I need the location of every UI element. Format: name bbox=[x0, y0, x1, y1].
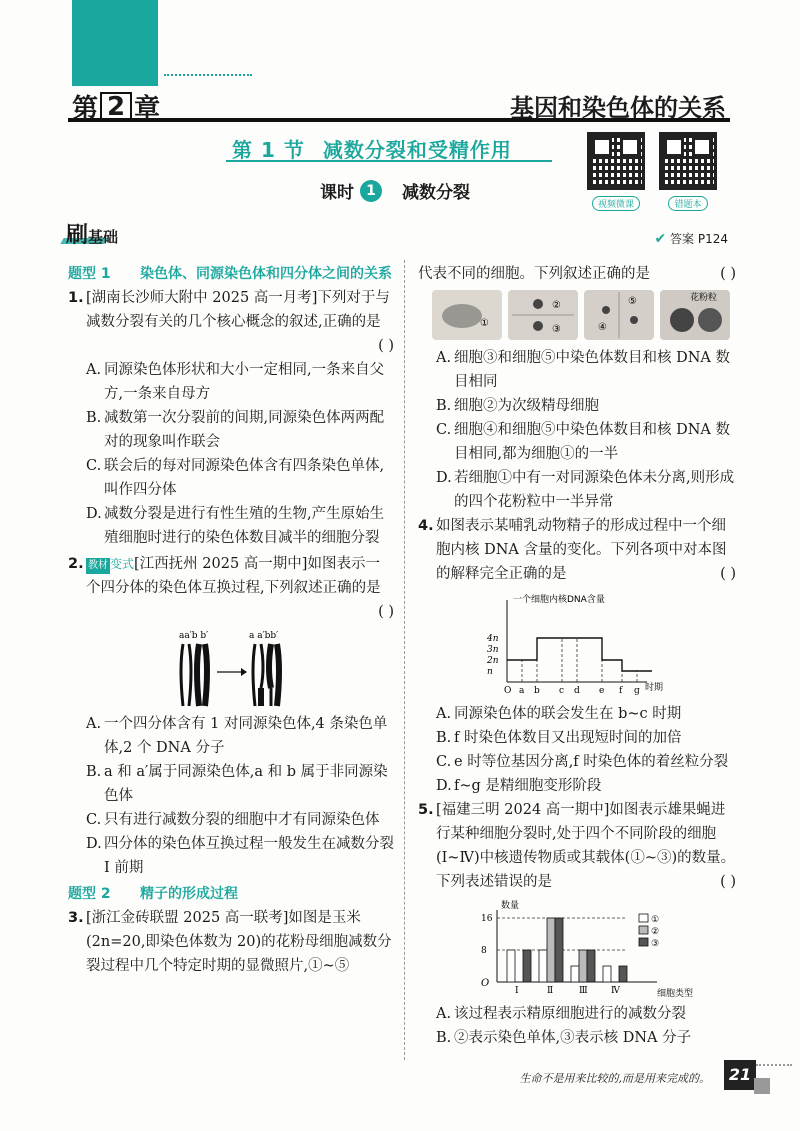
option-text: ②表示染色单体,③表示核 DNA 分子 bbox=[454, 1030, 692, 1046]
chapter-header bbox=[68, 88, 730, 122]
textbook-badge: 教材 bbox=[86, 558, 110, 574]
type-1-label: 题型 1 bbox=[68, 266, 111, 282]
option-text: 减数分裂是进行有性生殖的生物,产生原始生殖细胞时进行的染色体数目减半的细胞分裂 bbox=[104, 506, 385, 546]
option-letter: D. bbox=[436, 778, 452, 794]
chromosome-pair-after bbox=[253, 644, 279, 706]
micrograph-row bbox=[432, 290, 736, 340]
option-text: 该过程表示精原细胞进行的减数分裂 bbox=[454, 1006, 686, 1022]
bar bbox=[571, 966, 579, 982]
lesson-title bbox=[320, 178, 470, 203]
y-tick-label: 8 bbox=[481, 946, 487, 956]
question-number: 4. bbox=[418, 518, 434, 534]
bar bbox=[579, 950, 587, 982]
option-d bbox=[418, 774, 736, 798]
question-number: 3. bbox=[68, 910, 84, 926]
bar bbox=[539, 950, 547, 982]
type-1-text: 染色体、同源染色体和四分体之间的关系 bbox=[140, 266, 392, 282]
header-dots bbox=[164, 74, 252, 76]
option-letter: A. bbox=[86, 716, 102, 732]
x-tick-label: e bbox=[599, 686, 605, 696]
option-text: 细胞④和细胞⑤中染色体数目和核 DNA 数目相同,都为细胞①的一半 bbox=[454, 422, 731, 462]
photo-label: ② bbox=[552, 300, 561, 311]
bar bbox=[555, 918, 563, 982]
option-letter: D. bbox=[86, 506, 102, 522]
qr-video-label: 视频微课 bbox=[592, 196, 640, 211]
answer-reference bbox=[654, 230, 728, 247]
category-label: Ⅳ bbox=[611, 986, 620, 996]
y-tick-label: 3n bbox=[487, 645, 499, 655]
photo-label: ⑤ bbox=[628, 296, 637, 307]
answer-blank: ( ) bbox=[720, 566, 736, 582]
option-b bbox=[68, 760, 394, 808]
photo-label: ③ bbox=[552, 324, 561, 335]
type-2-title bbox=[68, 882, 394, 906]
type-1-title bbox=[68, 262, 394, 286]
legend-label: ③ bbox=[651, 939, 660, 949]
x-tick-label: c bbox=[559, 686, 565, 696]
lesson-prefix: 课时 bbox=[320, 183, 354, 203]
qr-code-icon bbox=[659, 132, 717, 190]
practice-big: 刷 bbox=[66, 223, 89, 248]
origin-label: O bbox=[481, 978, 490, 989]
option-text: 同源染色体的联会发生在 b~c 时期 bbox=[454, 706, 682, 722]
option-letter: B. bbox=[436, 398, 452, 414]
right-column bbox=[418, 262, 736, 1050]
micrograph-4-5 bbox=[584, 290, 654, 340]
option-c bbox=[418, 750, 736, 774]
bar bbox=[547, 918, 555, 982]
option-text: 细胞②为次级精母细胞 bbox=[454, 398, 599, 414]
option-a bbox=[68, 712, 394, 760]
photo-label: ④ bbox=[598, 322, 607, 333]
option-text: 同源染色体形状和大小一定相同,一条来自父方,一条来自母方 bbox=[104, 362, 385, 402]
category-label: Ⅲ bbox=[579, 986, 588, 996]
category-label: Ⅱ bbox=[547, 986, 554, 996]
option-a bbox=[418, 1002, 736, 1026]
question-number: 2. bbox=[68, 556, 84, 572]
footer-dots bbox=[756, 1064, 792, 1066]
type-2-text: 精子的形成过程 bbox=[140, 886, 238, 902]
option-letter: C. bbox=[436, 422, 452, 438]
question-number: 1. bbox=[68, 290, 84, 306]
section-name: 减数分裂和受精作用 bbox=[322, 138, 512, 162]
legend-label: ① bbox=[651, 915, 660, 925]
bar bbox=[507, 950, 515, 982]
chapter-suffix: 章 bbox=[134, 94, 161, 124]
qr-mistakes[interactable] bbox=[656, 132, 720, 211]
option-letter: B. bbox=[86, 764, 102, 780]
bar bbox=[587, 950, 595, 982]
option-b bbox=[418, 1026, 736, 1050]
option-c bbox=[68, 454, 394, 502]
question-3 bbox=[68, 906, 394, 978]
section-underline bbox=[226, 160, 552, 162]
footer-motto: 生命不是用来比较的,而是用来完成的。 bbox=[519, 1072, 710, 1085]
question-text: [福建三明 2024 高一期中]如图表示雄果蝇进行某种细胞分裂时,处于四个不同阶段的细胞(Ⅰ~Ⅳ)中核遗传物质或其载体(①~③)的数量。下列表述错误的是 bbox=[436, 802, 736, 890]
chromosome-pair-before bbox=[181, 644, 207, 706]
question-text: [江西抚州 2025 高一期中]如图表示一个四分体的染色体互换过程,下列叙述正确的是 bbox=[86, 556, 381, 596]
question-number: 5. bbox=[418, 802, 434, 818]
option-c bbox=[68, 808, 394, 832]
option-letter: B. bbox=[436, 730, 452, 746]
crossover-figure bbox=[161, 628, 301, 708]
question-2 bbox=[68, 552, 394, 624]
option-text: 四分体的染色体互换过程一般发生在减数分裂 Ⅰ 前期 bbox=[104, 836, 394, 876]
option-letter: C. bbox=[86, 458, 102, 474]
option-letter: C. bbox=[86, 812, 102, 828]
option-c bbox=[418, 418, 736, 466]
option-text: a 和 a′属于同源染色体,a 和 b 属于非同源染色体 bbox=[104, 764, 388, 804]
qr-video[interactable] bbox=[584, 132, 648, 211]
y-tick-label: 4n bbox=[487, 634, 499, 644]
practice-label bbox=[66, 218, 118, 249]
question-text: 如图表示某哺乳动物精子的形成过程中一个细胞内核 DNA 含量的变化。下列各项中对本图的解释完全正确的是 bbox=[436, 518, 727, 582]
chart-ylabel: 数量 bbox=[501, 901, 520, 911]
option-letter: A. bbox=[436, 350, 452, 366]
y-tick-label: n bbox=[487, 667, 493, 677]
x-tick-label: b bbox=[534, 686, 540, 696]
question-4 bbox=[418, 514, 736, 586]
option-letter: A. bbox=[436, 1006, 452, 1022]
y-tick-label: 2n bbox=[487, 656, 499, 666]
x-tick-label: O bbox=[504, 686, 512, 696]
chapter-prefix: 第 bbox=[72, 94, 99, 124]
option-letter: C. bbox=[436, 754, 452, 770]
type-2-label: 题型 2 bbox=[68, 886, 111, 902]
section-title bbox=[232, 134, 512, 163]
qr-mistakes-label: 错题本 bbox=[668, 196, 707, 211]
answer-blank: ( ) bbox=[378, 338, 394, 354]
photo-label: ① bbox=[480, 318, 489, 329]
section-label: 第 1 节 bbox=[232, 138, 305, 162]
option-letter: B. bbox=[86, 410, 102, 426]
bar bbox=[619, 966, 627, 982]
option-text: f 时染色体数目又出现短时间的加倍 bbox=[454, 730, 682, 746]
x-tick-label: d bbox=[574, 686, 580, 696]
legend-swatch bbox=[639, 938, 648, 946]
legend-swatch bbox=[639, 914, 648, 922]
cell-type-bar-chart bbox=[467, 898, 694, 999]
option-d bbox=[68, 502, 394, 550]
option-text: e 时等位基因分离,f 时染色体的着丝粒分裂 bbox=[454, 754, 729, 770]
legend-label: ② bbox=[651, 927, 660, 937]
option-text: 只有进行减数分裂的细胞中才有同源染色体 bbox=[104, 812, 380, 828]
header-decoration bbox=[72, 0, 158, 86]
option-text: 联会后的每对同源染色体含有四条染色单体,叫作四分体 bbox=[104, 458, 385, 498]
option-text: 一个四分体含有 1 对同源染色体,4 条染色单体,2 个 DNA 分子 bbox=[104, 716, 388, 756]
x-tick-label: f bbox=[619, 686, 623, 696]
lesson-name: 减数分裂 bbox=[402, 183, 470, 203]
option-letter: D. bbox=[436, 470, 452, 486]
bar bbox=[523, 950, 531, 982]
chart-xlabel: 细胞类型 bbox=[657, 989, 694, 999]
page-decoration bbox=[754, 1078, 770, 1094]
practice-small: 基础 bbox=[88, 228, 119, 246]
dna-line bbox=[507, 638, 652, 671]
page-number: 21 bbox=[724, 1060, 756, 1090]
chapter-number: 2 bbox=[100, 92, 132, 122]
answer-blank: ( ) bbox=[378, 604, 394, 620]
answer-blank: ( ) bbox=[720, 874, 736, 890]
question-3-continued bbox=[418, 262, 736, 286]
option-text: 细胞③和细胞⑤中染色体数目和核 DNA 数目相同 bbox=[454, 350, 731, 390]
option-a bbox=[418, 346, 736, 394]
option-letter: A. bbox=[436, 706, 452, 722]
bar bbox=[603, 966, 611, 982]
question-1 bbox=[68, 286, 394, 358]
question-text: [湖南长沙师大附中 2025 高一月考]下列对于与减数分裂有关的几个核心概念的叙述,正确的是 bbox=[86, 290, 390, 330]
option-letter: D. bbox=[86, 836, 102, 852]
question-text: 代表不同的细胞。下列叙述正确的是 bbox=[418, 266, 650, 282]
category-label: Ⅰ bbox=[515, 986, 519, 996]
answer-text: 答案 P124 bbox=[670, 232, 728, 246]
micrograph-2-3 bbox=[508, 290, 578, 340]
answer-blank: ( ) bbox=[720, 266, 736, 282]
option-a bbox=[418, 702, 736, 726]
option-b bbox=[418, 726, 736, 750]
dna-content-chart bbox=[477, 590, 677, 698]
question-5 bbox=[418, 798, 736, 894]
arrowhead-icon bbox=[241, 668, 247, 676]
variant-badge: 变式 bbox=[110, 557, 135, 571]
chapter-label bbox=[72, 88, 160, 125]
option-d bbox=[68, 832, 394, 880]
x-tick-label: a bbox=[519, 686, 525, 696]
option-b bbox=[418, 394, 736, 418]
option-b bbox=[68, 406, 394, 454]
micrograph-1 bbox=[432, 290, 502, 340]
option-text: 若细胞①中有一对同源染色体未分离,则形成的四个花粉粒中一半异常 bbox=[454, 470, 735, 510]
option-text: f~g 是精细胞变形阶段 bbox=[454, 778, 602, 794]
micrograph-pollen bbox=[660, 290, 730, 340]
y-tick-label: 16 bbox=[481, 914, 493, 924]
option-letter: A. bbox=[86, 362, 102, 378]
option-text: 减数第一次分裂前的间期,同源染色体两两配对的现象叫作联会 bbox=[104, 410, 385, 450]
lesson-number: 1 bbox=[360, 180, 382, 202]
left-column bbox=[68, 262, 394, 978]
option-letter: B. bbox=[436, 1030, 452, 1046]
check-icon: ✔ bbox=[654, 231, 667, 247]
chapter-title: 基因和染色体的关系 bbox=[510, 94, 726, 122]
column-divider bbox=[404, 260, 405, 1060]
option-d bbox=[418, 466, 736, 514]
chart-ylabel: 一个细胞内核DNA含量 bbox=[513, 595, 605, 605]
chart-xlabel: 时期 bbox=[645, 683, 664, 693]
x-tick-label: g bbox=[634, 686, 640, 696]
figure-label-right: a a′bb′ bbox=[249, 631, 279, 641]
question-text: [浙江金砖联盟 2025 高一联考]如图是玉米(2n=20,即染色体数为 20)的花粉母细胞减数分裂过程中几个特定时期的显微照片,①~⑤ bbox=[86, 910, 392, 974]
legend-swatch bbox=[639, 926, 648, 934]
qr-code-icon bbox=[587, 132, 645, 190]
photo-label: 花粉粒 bbox=[690, 293, 718, 303]
figure-label-left: aa′b b′ bbox=[179, 631, 209, 641]
option-a bbox=[68, 358, 394, 406]
